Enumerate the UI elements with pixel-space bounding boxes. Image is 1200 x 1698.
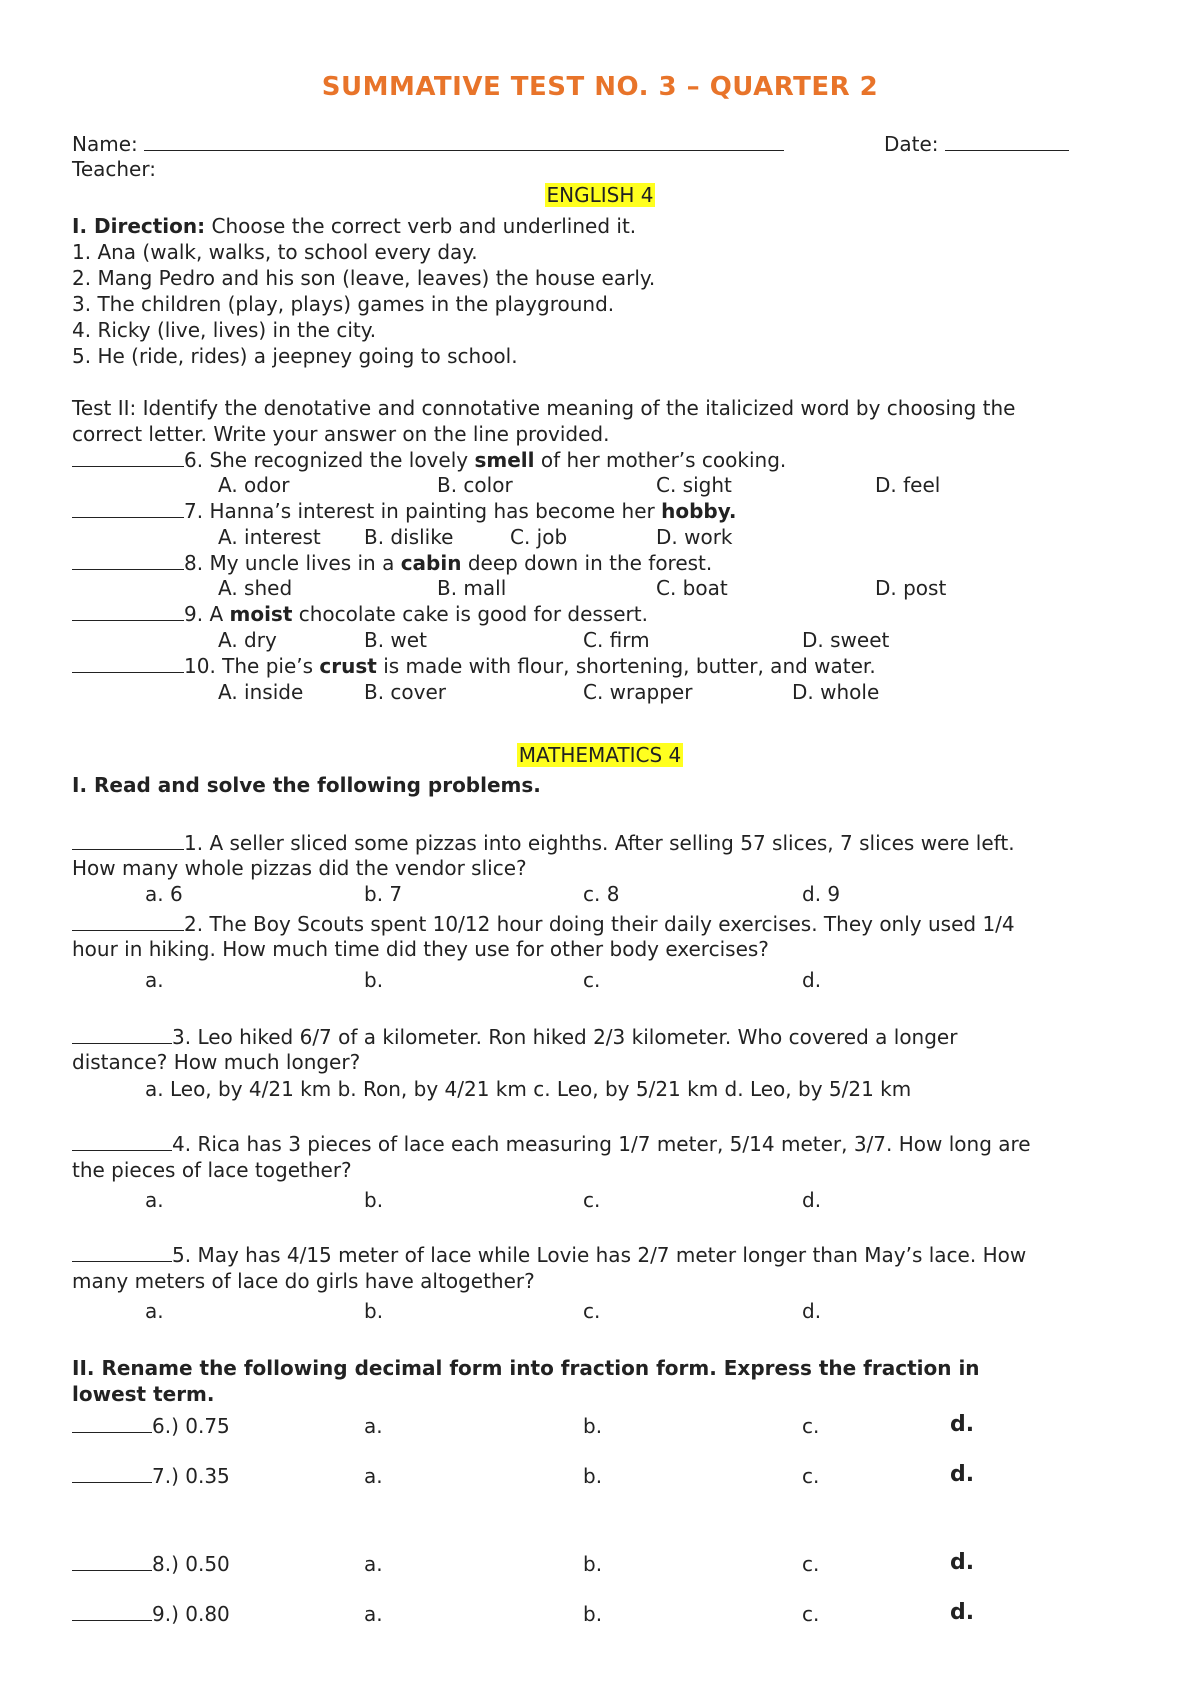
- p3-options: a. Leo, by 4/21 km b. Ron, by 4/21 km c. Leo, by 5/21 km d. Leo, by 5/21 km: [145, 1077, 912, 1101]
- question-10: 10. The pie’s crust is made with flour, shortening, butter, and water.: [72, 654, 876, 678]
- p2-option-d: d.: [802, 968, 822, 992]
- test2-instructions-2: correct letter. Write your answer on the line provided.: [72, 422, 610, 446]
- math-problem-3-cont: distance? How much longer?: [72, 1050, 361, 1074]
- dec7-option-a: a.: [364, 1464, 383, 1488]
- decimal-item-8: 8.) 0.50: [72, 1552, 230, 1576]
- dec7-option-b: b.: [583, 1464, 603, 1488]
- p5-option-d: d.: [802, 1299, 822, 1323]
- dec9-option-c: c.: [802, 1602, 820, 1626]
- q10-option-a: A. inside: [218, 680, 304, 704]
- p2-option-c: c.: [583, 968, 601, 992]
- q10-option-c: C. wrapper: [583, 680, 693, 704]
- q10-option-b: B. cover: [364, 680, 447, 704]
- math-part1-heading: I. Read and solve the following problems.: [72, 773, 541, 797]
- answer-line[interactable]: [72, 1602, 152, 1621]
- question-9: 9. A moist chocolate cake is good for dessert.: [72, 602, 648, 626]
- p1-option-c: c. 8: [583, 882, 620, 906]
- answer-line[interactable]: [72, 1464, 152, 1483]
- english-item-1: 1. Ana (walk, walks, to school every day.: [72, 240, 478, 264]
- math-problem-5: 5. May has 4/15 meter of lace while Lovie has 2/7 meter longer than May’s lace. How: [72, 1243, 1026, 1267]
- p1-option-b: b. 7: [364, 882, 403, 906]
- date-field[interactable]: [884, 132, 1069, 156]
- p5-option-c: c.: [583, 1299, 601, 1323]
- answer-line[interactable]: [72, 1414, 152, 1433]
- answer-line[interactable]: [72, 602, 184, 621]
- math-part2-heading-2: lowest term.: [72, 1382, 215, 1406]
- q9-option-c: C. firm: [583, 628, 650, 652]
- p4-option-c: c.: [583, 1188, 601, 1212]
- math-problem-2-cont: hour in hiking. How much time did they use for other body exercises?: [72, 937, 769, 961]
- answer-line[interactable]: [72, 499, 184, 518]
- answer-line[interactable]: [72, 831, 184, 850]
- q8-option-a: A. shed: [218, 576, 293, 600]
- answer-line[interactable]: [72, 912, 184, 931]
- answer-line[interactable]: [72, 1025, 172, 1044]
- dec6-option-b: b.: [583, 1414, 603, 1438]
- q7-option-d: D. work: [656, 525, 733, 549]
- dec8-option-c: c.: [802, 1552, 820, 1576]
- p2-option-b: b.: [364, 968, 384, 992]
- math-part2-heading: II. Rename the following decimal form into fraction form. Express the fraction in: [72, 1356, 980, 1380]
- english-item-3: 3. The children (play, plays) games in the playground.: [72, 292, 615, 316]
- name-label: Name:: [72, 132, 138, 156]
- dec9-option-a: a.: [364, 1602, 383, 1626]
- decimal-item-6: 6.) 0.75: [72, 1414, 230, 1438]
- dec6-option-d: d.: [950, 1412, 975, 1437]
- decimal-item-7: 7.) 0.35: [72, 1464, 230, 1488]
- test2-instructions: Test II: Identify the denotative and connotative meaning of the italicized word by choosing the: [72, 396, 1016, 420]
- math-problem-5-cont: many meters of lace do girls have altogether?: [72, 1269, 535, 1293]
- math-problem-2: 2. The Boy Scouts spent 10/12 hour doing their daily exercises. They only used 1/4: [72, 912, 1015, 936]
- q6-option-c: C. sight: [656, 473, 732, 497]
- q9-option-b: B. wet: [364, 628, 427, 652]
- p5-option-a: a.: [145, 1299, 164, 1323]
- math-heading: MATHEMATICS 4: [518, 743, 682, 767]
- dec6-option-a: a.: [364, 1414, 383, 1438]
- q7-option-b: B. dislike: [364, 525, 454, 549]
- q8-option-c: C. boat: [656, 576, 728, 600]
- english-item-5: 5. He (ride, rides) a jeepney going to school.: [72, 344, 518, 368]
- date-label: Date:: [884, 132, 939, 156]
- q7-option-c: C. job: [510, 525, 568, 549]
- english-item-2: 2. Mang Pedro and his son (leave, leaves) the house early.: [72, 266, 656, 290]
- decimal-item-9: 9.) 0.80: [72, 1602, 230, 1626]
- q8-option-d: D. post: [875, 576, 947, 600]
- q9-option-d: D. sweet: [802, 628, 890, 652]
- dec9-option-b: b.: [583, 1602, 603, 1626]
- name-field[interactable]: [72, 132, 784, 156]
- p4-option-d: d.: [802, 1188, 822, 1212]
- dec7-option-d: d.: [950, 1462, 975, 1487]
- q6-option-d: D. feel: [875, 473, 941, 497]
- p4-option-b: b.: [364, 1188, 384, 1212]
- answer-line[interactable]: [72, 654, 184, 673]
- q6-option-b: B. color: [437, 473, 513, 497]
- name-line: [144, 132, 784, 151]
- p1-option-a: a. 6: [145, 882, 183, 906]
- p2-option-a: a.: [145, 968, 164, 992]
- p1-option-d: d. 9: [802, 882, 841, 906]
- english-direction: I. Direction: Choose the correct verb and underlined it.: [72, 214, 637, 238]
- answer-line[interactable]: [72, 1243, 172, 1262]
- math-problem-4: 4. Rica has 3 pieces of lace each measuring 1/7 meter, 5/14 meter, 3/7. How long are: [72, 1132, 1031, 1156]
- english-item-4: 4. Ricky (live, lives) in the city.: [72, 318, 377, 342]
- math-problem-3: 3. Leo hiked 6/7 of a kilometer. Ron hiked 2/3 kilometer. Who covered a longer: [72, 1025, 957, 1049]
- date-line: [945, 132, 1069, 151]
- math-problem-1-cont: How many whole pizzas did the vendor slice?: [72, 856, 527, 880]
- answer-line[interactable]: [72, 448, 184, 467]
- dec8-option-a: a.: [364, 1552, 383, 1576]
- p4-option-a: a.: [145, 1188, 164, 1212]
- question-8: 8. My uncle lives in a cabin deep down in the forest.: [72, 551, 712, 575]
- q7-option-a: A. interest: [218, 525, 321, 549]
- q6-option-a: A. odor: [218, 473, 290, 497]
- q9-option-a: A. dry: [218, 628, 277, 652]
- answer-line[interactable]: [72, 1552, 152, 1571]
- q10-option-d: D. whole: [792, 680, 880, 704]
- dec8-option-d: d.: [950, 1550, 975, 1575]
- teacher-label: Teacher:: [72, 157, 156, 181]
- dec7-option-c: c.: [802, 1464, 820, 1488]
- dec8-option-b: b.: [583, 1552, 603, 1576]
- answer-line[interactable]: [72, 551, 184, 570]
- question-6: 6. She recognized the lovely smell of her mother’s cooking.: [72, 448, 786, 472]
- english-heading: ENGLISH 4: [546, 183, 654, 207]
- question-7: 7. Hanna’s interest in painting has become her hobby.: [72, 499, 737, 523]
- answer-line[interactable]: [72, 1132, 172, 1151]
- p5-option-b: b.: [364, 1299, 384, 1323]
- dec9-option-d: d.: [950, 1600, 975, 1625]
- math-problem-4-cont: the pieces of lace together?: [72, 1158, 352, 1182]
- q8-option-b: B. mall: [437, 576, 507, 600]
- dec6-option-c: c.: [802, 1414, 820, 1438]
- math-problem-1: 1. A seller sliced some pizzas into eighths. After selling 57 slices, 7 slices were left.: [72, 831, 1015, 855]
- page-title: SUMMATIVE TEST NO. 3 – QUARTER 2: [321, 72, 879, 102]
